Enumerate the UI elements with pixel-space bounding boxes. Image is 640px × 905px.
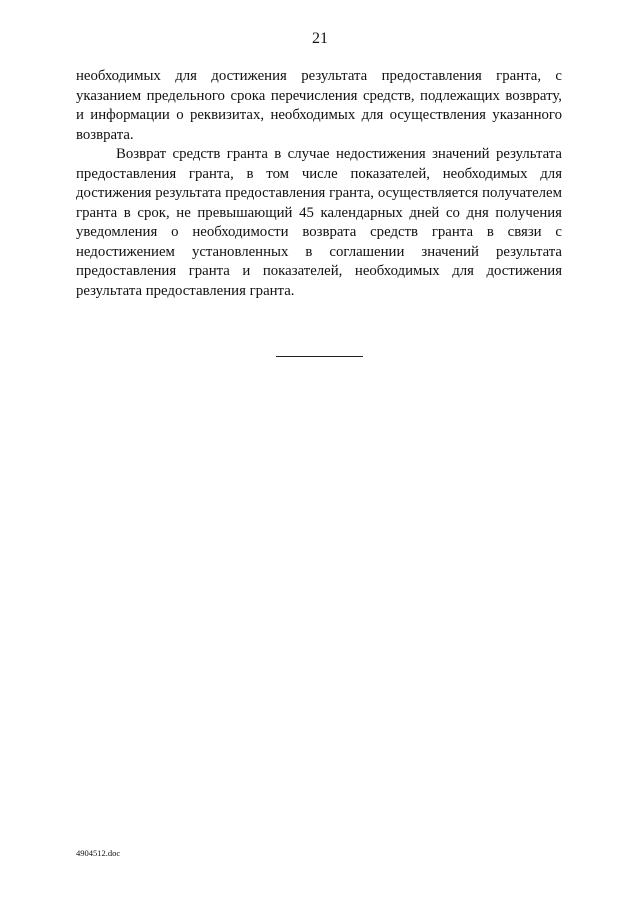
file-name-label: 4904512.doc <box>76 848 121 858</box>
paragraph-continuation: необходимых для достижения результата предоставления гранта, с указанием предельного срока перечисления средств, подлежащих возврату, и информации о реквизитах, необходимых для осуществления указанного возврата. <box>76 68 562 143</box>
end-of-text-separator <box>276 356 363 357</box>
document-body <box>76 67 562 301</box>
page-number: 21 <box>312 30 328 47</box>
paragraph-grant-return: Возврат средств гранта в случае недостижения значений результата предоставления гранта, в том числе показателей, необходимых для достижения результата предоставления гранта, осуществляется получателем гранта в срок, не превышающий 45 календарных дней со дня получения уведомления о необходимости возврата средств гранта в связи с недостижением установленных в соглашении значений результата предоставления гранта и показателей, необходимых для достижения результата предоставления гранта. <box>76 146 562 299</box>
